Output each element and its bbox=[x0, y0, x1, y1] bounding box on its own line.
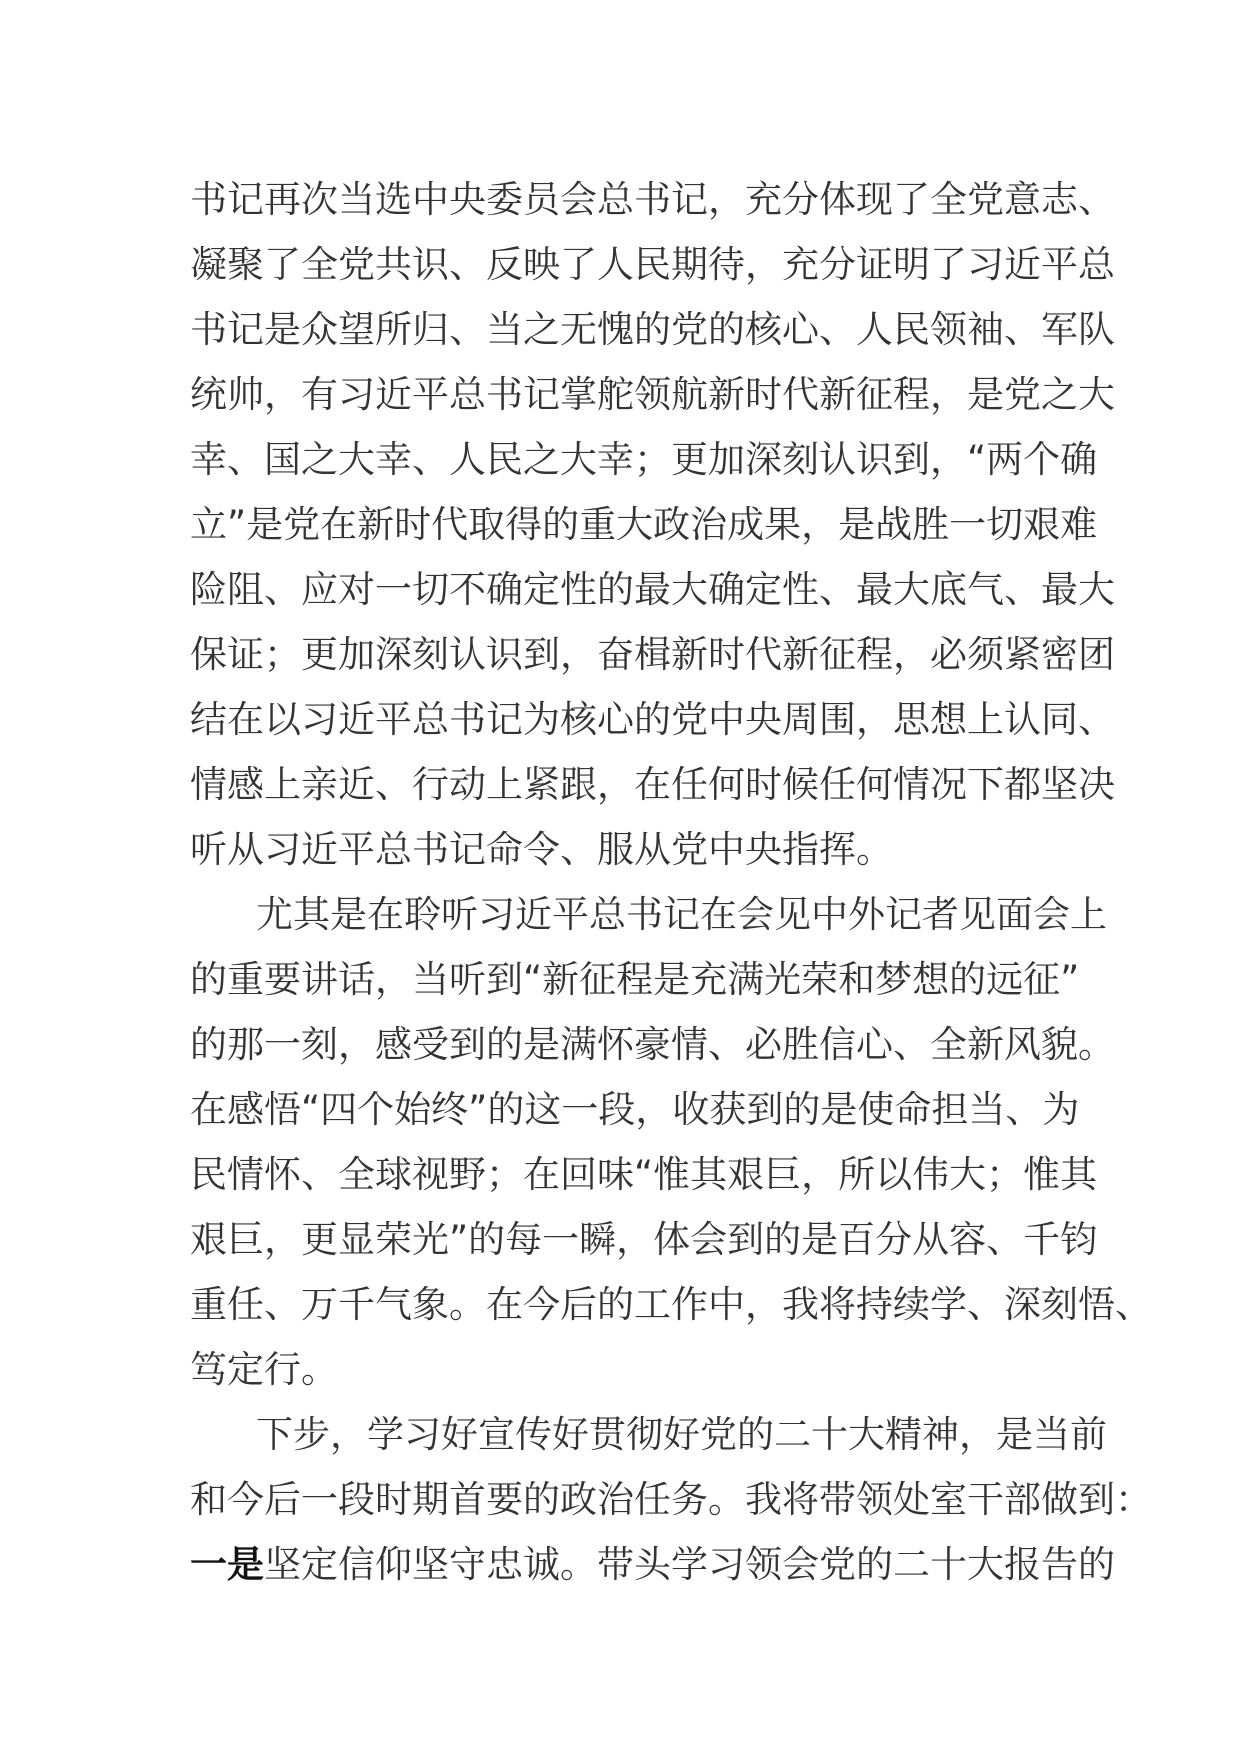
text-line: 和今后一段时期首要的政治任务。我将带领处室干部做到： bbox=[190, 1478, 1152, 1521]
text-line: 保证；更加深刻认识到，奋楫新时代新征程，必须紧密团 bbox=[190, 633, 1115, 676]
text-line: 书记是众望所归、当之无愧的党的核心、人民领袖、军队 bbox=[190, 308, 1115, 351]
paragraph-start-line: 下步，学习好宣传好贯彻好党的二十大精神，是当前 bbox=[256, 1413, 1107, 1456]
text-line: 在感悟“四个始终”的这一段，收获到的是使命担当、为 bbox=[190, 1088, 1080, 1131]
paragraph-start-line: 尤其是在聆听习近平总书记在会见中外记者见面会上 bbox=[256, 893, 1107, 936]
bold-lead-text: 一是 bbox=[190, 1543, 264, 1586]
text-line: 幸、国之大幸、人民之大幸；更加深刻认识到，“两个确 bbox=[190, 438, 1098, 481]
text-line: 艰巨，更显荣光”的每一瞬，体会到的是百分从容、千钧 bbox=[190, 1218, 1098, 1261]
document-body bbox=[190, 167, 1152, 1597]
text-line: 书记再次当选中央委员会总书记，充分体现了全党意志、 bbox=[190, 178, 1115, 221]
text-line: 立”是党在新时代取得的重大政治成果，是战胜一切艰难 bbox=[190, 503, 1098, 546]
text-line: 民情怀、全球视野；在回味“惟其艰巨，所以伟大；惟其 bbox=[190, 1153, 1098, 1196]
text-line: 险阻、应对一切不确定性的最大确定性、最大底气、最大 bbox=[190, 568, 1115, 611]
text-line: 听从习近平总书记命令、服从党中央指挥。 bbox=[190, 828, 893, 871]
text-line: 统帅，有习近平总书记掌舵领航新时代新征程，是党之大 bbox=[190, 373, 1115, 416]
text-line: 的重要讲话，当听到“新征程是充满光荣和梦想的远征” bbox=[190, 958, 1080, 1001]
text-line: 结在以习近平总书记为核心的党中央周围，思想上认同、 bbox=[190, 698, 1115, 741]
text-line: 重任、万千气象。在今后的工作中，我将持续学、深刻悟、 bbox=[190, 1283, 1152, 1326]
text-line: 情感上亲近、行动上紧跟，在任何时候任何情况下都坚决 bbox=[190, 763, 1115, 806]
text-line: 凝聚了全党共识、反映了人民期待，充分证明了习近平总 bbox=[190, 243, 1115, 286]
text-line-with-bold-lead bbox=[190, 1532, 1115, 1597]
text-line: 笃定行。 bbox=[190, 1348, 338, 1391]
text-line: 的那一刻，感受到的是满怀豪情、必胜信心、全新风貌。 bbox=[190, 1023, 1115, 1066]
line-rest-text: 坚定信仰坚守忠诚。带头学习领会党的二十大报告的 bbox=[264, 1543, 1115, 1586]
